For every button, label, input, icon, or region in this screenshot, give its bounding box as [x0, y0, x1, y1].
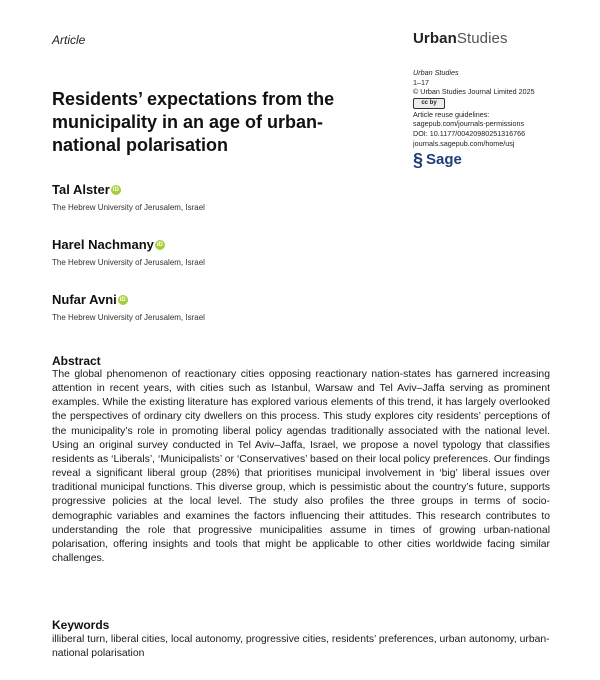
author-name: Harel Nachmany [52, 237, 154, 252]
keywords-text: illiberal turn, liberal cities, local autonomy, progressive cities, residents’ preferences, urban autonomy, urban-national polarisation [52, 634, 550, 660]
author-block [52, 182, 205, 212]
abstract-heading: Abstract [52, 354, 101, 368]
author-name: Nufar Avni [52, 292, 117, 307]
publisher-name: Sage [426, 151, 462, 169]
copyright-notice: © Urban Studies Journal Limited 2025 [413, 87, 535, 97]
journal-brand-bold: Urban [413, 30, 457, 47]
journal-name: Urban Studies [413, 68, 459, 77]
orcid-icon[interactable]: iD [112, 186, 119, 193]
publisher-logo [413, 150, 583, 171]
author-name: Tal Alster [52, 182, 110, 197]
publication-metadata [413, 68, 583, 171]
cc-license-icon: cc by [413, 98, 445, 109]
article-type-label: Article [52, 33, 86, 47]
paper-title: Residents’ expectations from the municipality in an age of urban-national polarisation [52, 89, 335, 155]
author-affiliation: The Hebrew University of Jerusalem, Israel [52, 313, 205, 322]
keywords-heading: Keywords [52, 618, 110, 632]
abstract-text: The global phenomenon of reactionary cities opposing reactionary nation-states has garnered increasing attention in recent years, with cities such as Istanbul, Warsaw and Tel Aviv–Jaffa serving as prominent examples. While the existing literature has explored various elements of this trend, it has largely overlooked the perspectives of ordinary city dwellers on this process. This study explores city residents’ perceptions of the municipality’s role in promoting liberal policy agendas traditionally associated with the national level. Using an original survey conducted in Tel Aviv–Jaffa, Israel, we propose a novel typology that classifies residents as ‘Liberals’, ‘Municipalists’ or ‘Conservatives’ based on their local policy preferences. Our findings reveal a significant liberal group (28%) that prioritises municipal involvement in ‘big’ liberal issues over traditional municipal functions. This diverse group, which is pessimistic about the country’s future, supports progressive policies at the local level. The study also profiles the three groups in terms of socio-demographic variables and examines the factors influencing their attitudes. This research contributes to understanding the role that progressive municipalities assume in times of growing urban-national polarisation, offering insights and tools that might be applicable to other cities worldwide facing similar challenges. [52, 369, 550, 565]
orcid-icon[interactable]: iD [156, 241, 163, 248]
journal-brand-logo [413, 30, 508, 47]
reuse-link[interactable]: sagepub.com/journals-permissions [413, 119, 525, 129]
page-range: 1–17 [413, 77, 429, 87]
author-block [52, 292, 205, 322]
journal-link[interactable]: journals.sagepub.com/home/usj [413, 138, 515, 148]
author-affiliation: The Hebrew University of Jerusalem, Israel [52, 258, 205, 267]
author-affiliation: The Hebrew University of Jerusalem, Israel [52, 203, 205, 212]
author-block [52, 237, 205, 267]
sage-s-icon: § [413, 150, 424, 171]
doi[interactable]: DOI: 10.1177/00420980251316766 [413, 128, 526, 138]
reuse-label: Article reuse guidelines: [413, 109, 490, 119]
journal-brand-light: Studies [456, 30, 508, 47]
orcid-icon[interactable]: iD [119, 296, 126, 303]
